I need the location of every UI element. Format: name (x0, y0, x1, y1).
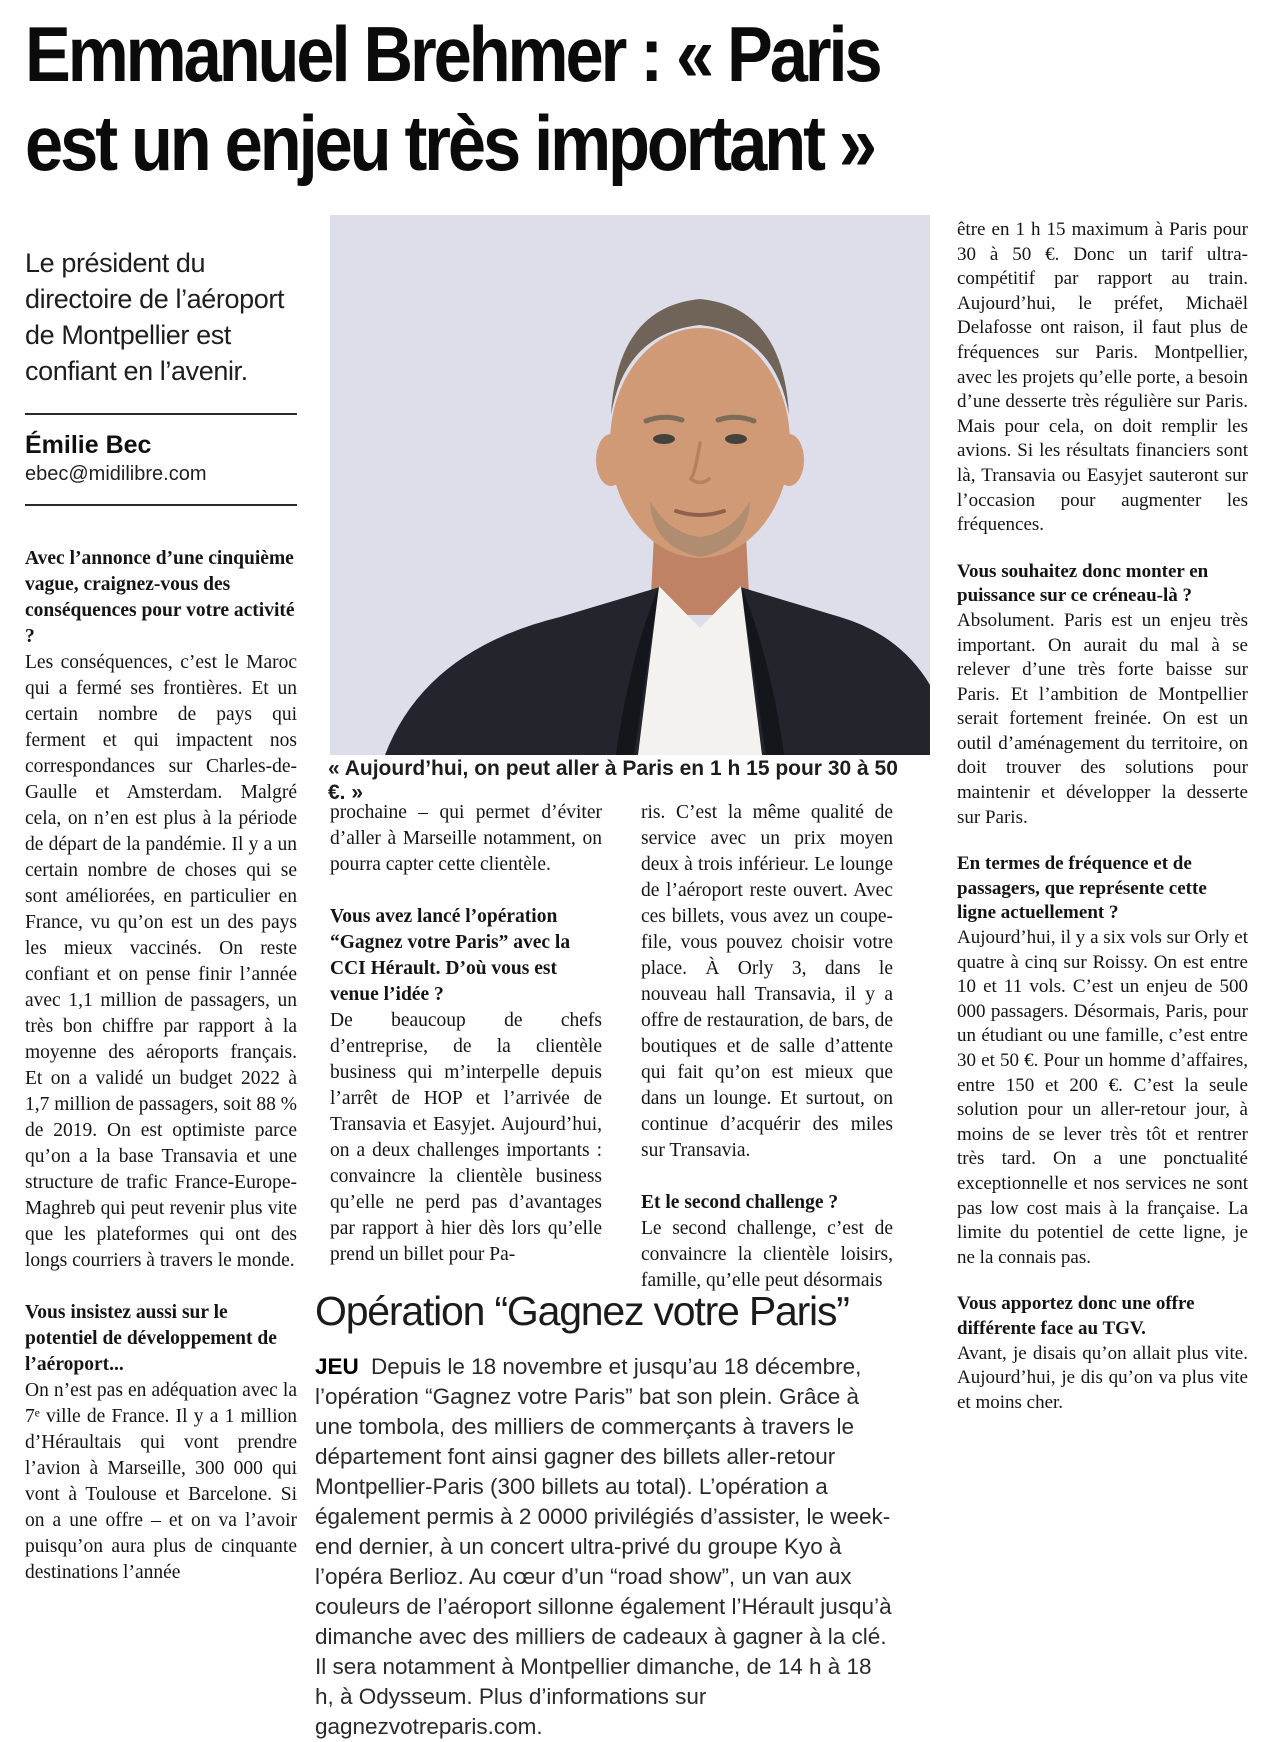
eye-left (653, 434, 675, 444)
answer: Aujourd’hui, il y a six vols sur Orly et quatre à cinq sur Roissy. On est entre 10 et 11 vols. C’est un enjeu de 500 000 passagers. Désormais, Paris, pour un étudiant ou une famille, c’est entre 30 et 50 €. Pour un homme d’affaires, entre 150 et 200 €. C’est la seule solution pour un aller-retour jour, à moins de se lever très tôt et rentrer très tard. On a une ponctualité exceptionnelle et nos services ne sont pas low cost mais à la française. La limite du potentiel de cette ligne, je ne la connais pas. (957, 927, 1248, 1268)
feature-box-title: Opération “Gagnez votre Paris” (315, 1288, 849, 1334)
eye-right (725, 434, 747, 444)
feature-box (315, 1288, 895, 1742)
answer: Avant, je disais qu’on allait plus vite. Aujourd’hui, je dis qu’on va plus vite et moins cher. (957, 1342, 1248, 1413)
question: Vous souhaitez donc monter en puissance sur ce créneau-là ? (957, 560, 1209, 607)
feature-box-text: Depuis le 18 novembre et jusqu’au 18 décembre, l’opération “Gagnez votre Paris” bat son plein. Grâce à une tombola, des milliers de commerçants à travers le département font ainsi gagner des billets aller-retour Montpellier-Paris (300 billets au total). L’opération a également permis à 2 0000 privilégiés d’assister, le week-end dernier, à un concert ultra-privé du groupe Kyo à l’opéra Berlioz. Au cœur d’un “road show”, un van aux couleurs de l’aéroport sillonne également l’Hérault jusqu’à dimanche avec des milliers de cadeaux à gagner à la clé. Il sera notamment à Montpellier dimanche, de 14 h à 18 h, à Odysseum. Plus d’informations sur gagnezvotreparis.com. (315, 1354, 892, 1739)
article-headline (25, 10, 880, 188)
headline-line-2: est un enjeu très important » (25, 99, 874, 187)
author-email: ebec@midilibre.com (25, 463, 207, 485)
answer: Le second challenge, c’est de convaincre la clientèle loisirs, famille, qu’elle peut désormais (641, 1218, 893, 1291)
answer-continued: prochaine – qui permet d’éviter d’aller à Marseille notamment, on pourra capter cette clientèle. (330, 802, 602, 875)
center-column-left (330, 800, 602, 1268)
question: Vous insistez aussi sur le potentiel de développement de l’aéroport... (25, 1302, 277, 1375)
standfirst: Le président du directoire de l’aéroport de Montpellier est confiant en l’avenir. (25, 248, 285, 386)
answer: Les conséquences, c’est le Maroc qui a fermé ses frontières. Et un certain nombre de pays qui ferment et qui impactent nos correspondances sur Charles-de-Gaulle et Amsterdam. Malgré cela, on n’en est plus à la période de départ de la pandémie. Il y a un certain nombre de choses qui se sont améliorées, en particulier en France, vu qu’on est un des pays les mieux vaccinés. On reste confiant et on pense finir l’année avec 1,1 million de passagers, un très bon chiffre par rapport à la moyenne des aéroports français. Et on a validé un budget 2022 à 1,7 million de passagers, soit 88 % de 2019. On est optimiste parce qu’on a la base Transavia et une structure de trafic France-Europe-Maghreb qui peut revenir plus vite que les plateformes qui ont des longs courriers à travers le monde. (25, 652, 297, 1271)
answer-continued: ris. C’est la même qualité de service avec un prix moyen deux à trois inférieur. Le lounge de l’aéroport reste ouvert. Avec ces billets, vous avez un coupe-file, vous pouvez choisir votre place. À Orly 3, dans le nouveau hall Transavia, il y a offre de restauration, de bars, de boutiques et de salle d’attente qui fait qu’on est mieux que dans un lounge. Et surtout, on continue d’acquérir des miles sur Transavia. (641, 802, 893, 1161)
left-column (25, 245, 297, 1662)
question: Vous apportez donc une offre différente face au TGV. (957, 1293, 1195, 1339)
answer: On n’est pas en adéquation avec la 7ᵉ ville de France. Il y a 1 million d’Héraultais qui vont prendre l’avion à Marseille, 300 000 qui vont à Toulouse et Barcelone. Si on a une offre – et on va l’avoir puisqu’on aura plus de cinquante destinations l’année (25, 1380, 297, 1583)
right-column (957, 218, 1248, 1658)
byline-divider-bottom (25, 504, 297, 506)
photo-caption: « Aujourd’hui, on peut aller à Paris en 1 h 15 pour 30 à 50 €. » (328, 757, 898, 804)
question: En termes de fréquence et de passagers, que représente cette ligne actuellement ? (957, 853, 1207, 924)
byline-divider-top (25, 413, 297, 415)
answer-continued: être en 1 h 15 maximum à Paris pour 30 à 50 €. Donc un tarif ultra-compétitif par rapport au train. Aujourd’hui, le préfet, Michaël Delafosse ont raison, il faut plus de fréquences sur Paris. Montpellier, avec les projets qu’elle porte, a besoin d’une desserte très régulière sur Paris. Mais pour cela, on doit remplir les avions. Si les résultats financiers sont là, Transavia ou Easyjet sauteront sur l’occasion pour augmenter les fréquences. (957, 219, 1248, 536)
question: Vous avez lancé l’opération “Gagnez votre Paris” avec la CCI Hérault. D’où vous est venue l’idée ? (330, 906, 571, 1005)
headline-line-1: Emmanuel Brehmer : « Paris (25, 10, 880, 98)
question: Et le second challenge ? (641, 1192, 839, 1213)
author-name: Émilie Bec (25, 431, 152, 459)
question: Avec l’annonce d’une cinquième vague, craignez-vous des conséquences pour votre activité ? (25, 548, 295, 647)
answer: Absolument. Paris est un enjeu très important. On aurait du mal à se relever d’une très forte baisse sur Paris. Et l’ambition de Montpellier serait fortement freinée. On est un outil d’aménagement du territoire, on doit trouver des solutions pour maintenir et développer la desserte sur Paris. (957, 609, 1248, 828)
answer: De beaucoup de chefs d’entreprise, de la clientèle business qui m’interpelle depuis l’arrêt de HOP et l’arrivée de Transavia et Easyjet. Aujourd’hui, on a deux challenges importants : convaincre la clientèle business qu’elle ne perd pas d’avantages par rapport à hier dès lors qu’elle prend un billet pour Pa- (330, 1010, 602, 1265)
feature-box-kicker: JEU (315, 1354, 359, 1379)
feature-box-body (315, 1352, 895, 1742)
center-column-right (641, 800, 893, 1294)
portrait-photo (330, 215, 930, 755)
